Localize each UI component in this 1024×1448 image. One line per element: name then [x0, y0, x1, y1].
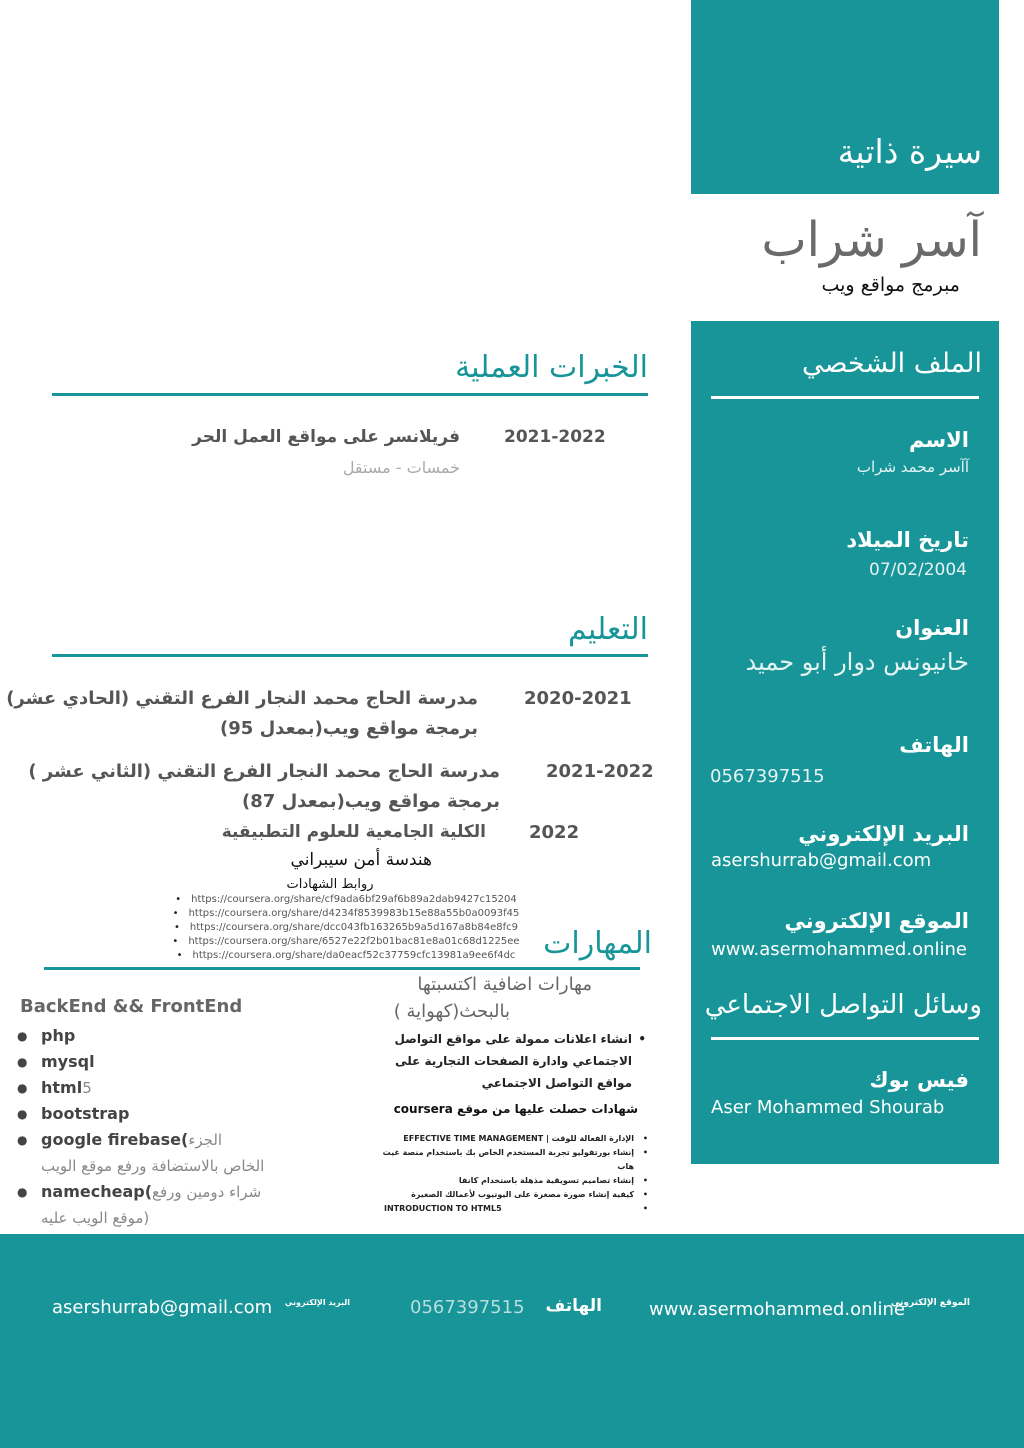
- email-label: البريد الإلكتروني: [798, 822, 969, 846]
- cert-item: • إنشاء بورتفوليو تجربة المستخدم الخاص بك باستخدام منصة غيت هاب: [372, 1146, 648, 1174]
- cert-item: • INTRODUCTION TO HTML5: [372, 1202, 648, 1216]
- tech-skills-list: [17, 1023, 267, 1231]
- footer-email-label: البريد الإلكتروني: [284, 1298, 350, 1307]
- experience-sub: خمسات - مستقل: [342, 458, 460, 477]
- edu-3-years: 2022: [529, 822, 580, 843]
- phone-value: 0567397515: [710, 766, 825, 787]
- certs-heading: شهادات حصلت عليها من موقع coursera: [393, 1102, 638, 1116]
- cert-link[interactable]: • https://coursera.org/share/da0eacf52c37759cfc13981a9ee6f4dc: [168, 949, 524, 963]
- facebook-label: فيس بوك: [869, 1068, 969, 1092]
- edu-1-school: مدرسة الحاج محمد النجار الفرع التقني (الحادي عشر): [6, 688, 478, 709]
- website-value[interactable]: www.asermohammed.online: [711, 939, 967, 960]
- edu-1-major: برمجة مواقع ويب(بمعدل 95): [220, 718, 478, 739]
- experience-heading: الخبرات العملية: [455, 350, 648, 385]
- extra-skills-list: [388, 1028, 646, 1094]
- dob-label: تاريخ الميلاد: [846, 528, 969, 552]
- cert-item: • كيفية إنشاء صورة مصغرة على اليوتيوب لأعمالك الصغيرة: [372, 1188, 648, 1202]
- phone-label: الهاتف: [899, 733, 969, 757]
- skill-item: ● html5: [17, 1075, 267, 1101]
- skill-item: ● google firebase(الجزء الخاص بالاستضافة ورفع موقع الويب: [17, 1127, 267, 1179]
- social-heading: وسائل التواصل الاجتماعي: [704, 990, 982, 1020]
- address-label: العنوان: [895, 616, 969, 640]
- edu-2-major: برمجة مواقع ويب(بمعدل 87): [242, 791, 500, 812]
- cv-title: سيرة ذاتية: [837, 132, 982, 171]
- dob-value: 07/02/2004: [869, 560, 967, 580]
- website-label: الموقع الإلكتروني: [784, 909, 969, 933]
- footer-website-label: الموقع الإلكتروني: [890, 1298, 970, 1308]
- social-divider: [711, 1037, 979, 1040]
- person-name: آسر شراب: [761, 212, 982, 268]
- profile-heading: الملف الشخصي: [802, 348, 982, 379]
- email-value[interactable]: asershurrab@gmail.com: [711, 850, 932, 871]
- skills-divider: [44, 967, 640, 970]
- cert-links-heading: روابط الشهادات: [286, 877, 374, 892]
- edu-3-major: هندسة أمن سيبراني: [290, 850, 432, 870]
- name-value: آآسر محمد شراب: [856, 458, 969, 476]
- extra-skill-item: • انشاء اعلانات ممولة على مواقع التواصل الاجتماعي وادارة الصفحات التجارية على مواقع التواصل الاجتماعي: [388, 1028, 646, 1094]
- person-role: مبرمج مواقع ويب: [821, 274, 960, 296]
- experience-divider: [52, 393, 648, 396]
- cert-link[interactable]: • https://coursera.org/share/d4234f8539983b15e88a55b0a0093f45: [168, 907, 524, 921]
- skills-heading: المهارات: [543, 926, 652, 961]
- edu-3-school: الكلية الجامعية للعلوم التطبيقية: [221, 822, 486, 842]
- footer-phone-label: الهاتف: [545, 1296, 602, 1316]
- tech-skills-heading: BackEnd && FrontEnd: [20, 996, 243, 1017]
- extra-skills-heading-1: مهارات اضافية اكتسبتها: [417, 974, 592, 995]
- edu-2-years: 2021-2022: [546, 761, 654, 782]
- skill-item: ● namecheap(شراء دومين ورفع موقع الويب عليه): [17, 1179, 267, 1231]
- edu-2-school: مدرسة الحاج محمد النجار الفرع التقني (الثاني عشر ): [28, 761, 500, 782]
- edu-1-years: 2020-2021: [524, 688, 632, 709]
- footer-website-value[interactable]: www.asermohammed.online: [649, 1299, 905, 1320]
- education-heading: التعليم: [568, 612, 648, 647]
- footer-band: [0, 1234, 1024, 1448]
- cert-link[interactable]: • https://coursera.org/share/6527e22f2b01bac81e8a01c68d1225ee: [168, 935, 524, 949]
- footer-phone-value: 0567397515: [410, 1297, 525, 1318]
- facebook-value[interactable]: Aser Mohammed Shourab: [711, 1097, 945, 1118]
- footer-email-value[interactable]: asershurrab@gmail.com: [52, 1297, 273, 1318]
- cert-item: • الإدارة الفعالة للوقت | EFFECTIVE TIME MANAGEMENT: [372, 1132, 648, 1146]
- profile-divider: [711, 396, 979, 399]
- cert-item: • إنشاء تصاميم تسويقية مذهلة باستخدام كانفا: [372, 1174, 648, 1188]
- cert-link[interactable]: • https://coursera.org/share/dcc043fb163265b9a5d167a8b84e8fc9: [168, 921, 524, 935]
- address-value: خانيونس دوار أبو حميد: [745, 648, 969, 676]
- skill-item: ● php: [17, 1023, 267, 1049]
- extra-skills-heading-2: بالبحث(كهواية ): [393, 1001, 510, 1022]
- certs-list: [372, 1132, 648, 1216]
- skill-item: ● mysql: [17, 1049, 267, 1075]
- education-divider: [52, 654, 648, 657]
- cert-link[interactable]: • https://coursera.org/share/cf9ada6bf29af6b89a2dab9427c15204: [168, 893, 524, 907]
- name-label: الاسم: [909, 428, 969, 452]
- experience-years: 2021-2022: [504, 427, 606, 447]
- skill-item: ● bootstrap: [17, 1101, 267, 1127]
- experience-title: فريلانسر على مواقع العمل الحر: [192, 427, 460, 447]
